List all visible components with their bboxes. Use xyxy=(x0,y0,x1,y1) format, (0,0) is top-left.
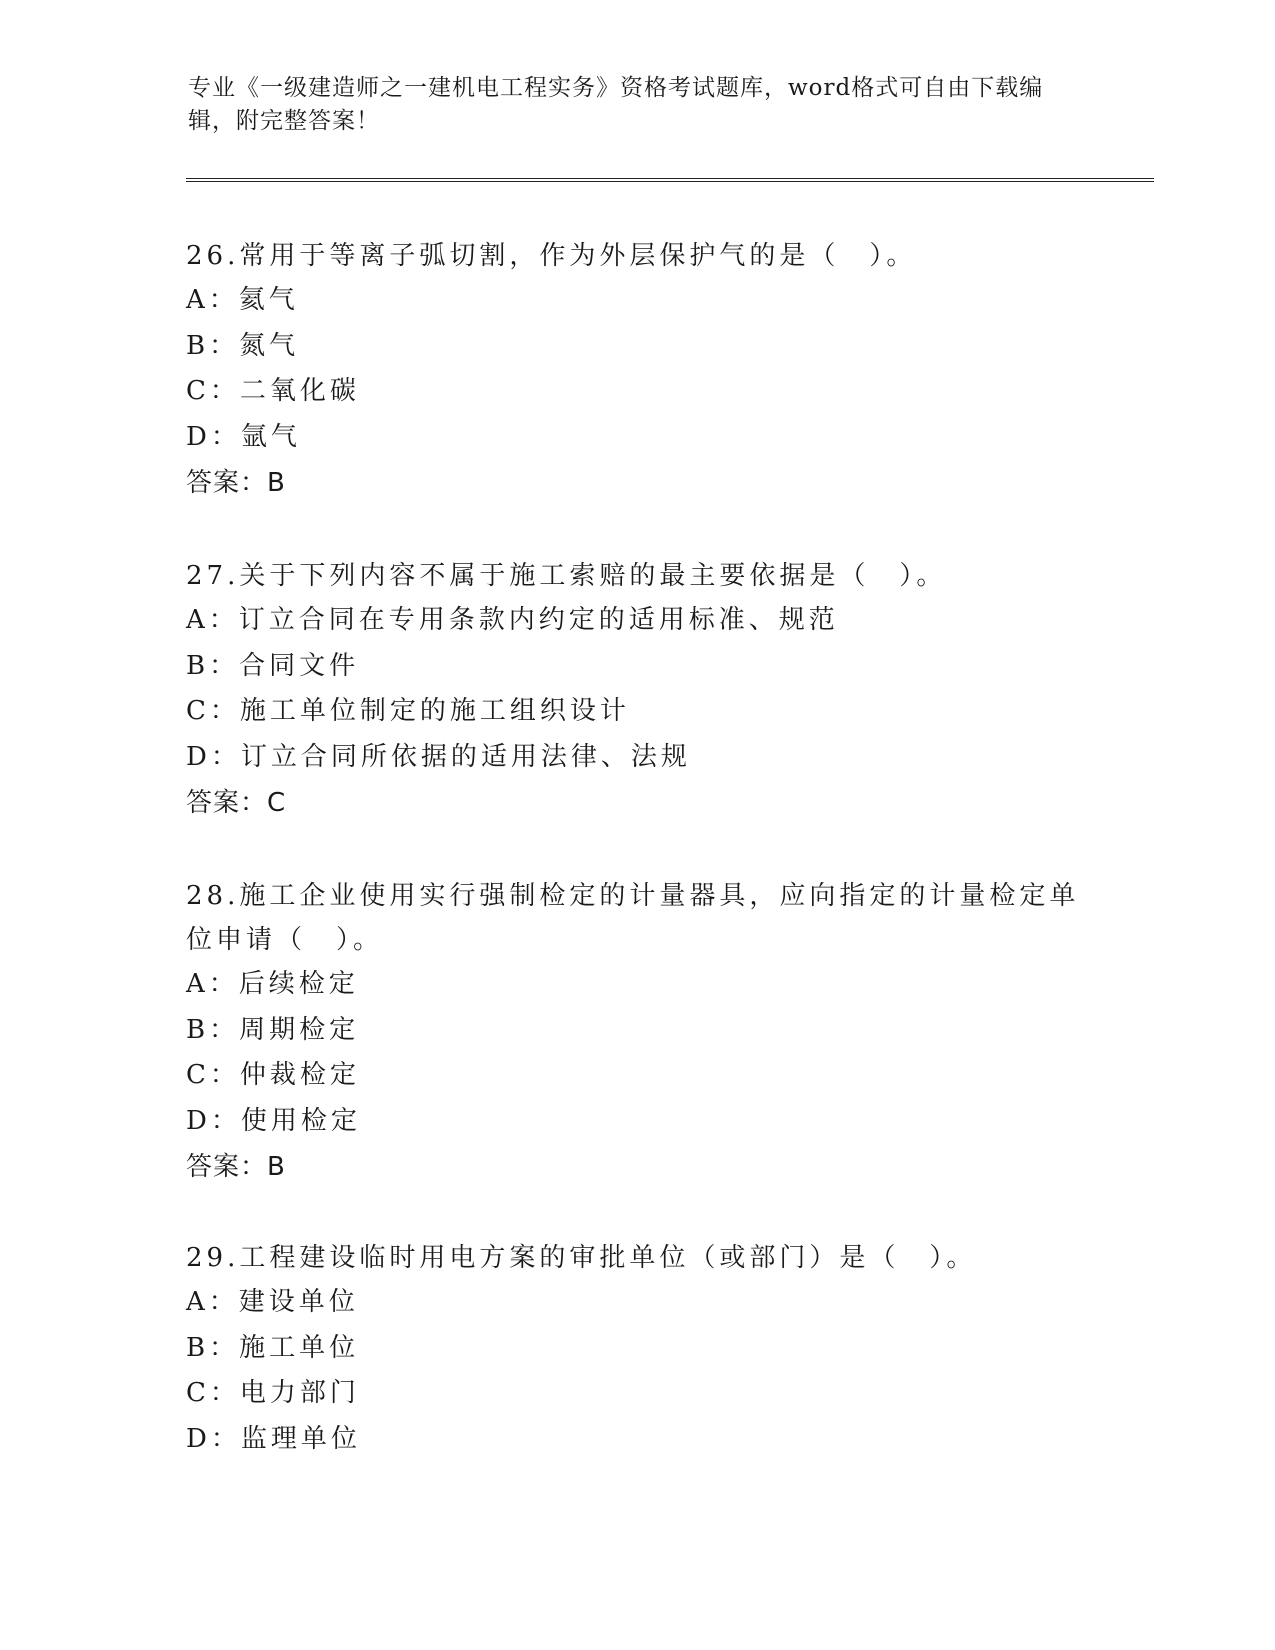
option-d: D：氩气 xyxy=(186,421,301,452)
question-29 xyxy=(186,1236,1086,1462)
option-c: C：仲裁检定 xyxy=(186,1060,360,1090)
option-a: A：氦气 xyxy=(186,285,299,315)
option-d: D：订立合同所依据的适用法律、法规 xyxy=(186,741,691,772)
question-stem: 27.关于下列内容不属于施工索赔的最主要依据是（ ）。 xyxy=(186,561,947,591)
answer: 答案：C xyxy=(186,788,287,818)
option-c: C：二氧化碳 xyxy=(186,376,360,406)
document-header: 专业《一级建造师之一建机电工程实务》资格考试题库，word格式可自由下载编辑，附完整答案！ xyxy=(188,75,1044,134)
option-a: A：后续检定 xyxy=(186,969,359,999)
option-a: A：建设单位 xyxy=(186,1287,359,1317)
question-27 xyxy=(186,554,1086,826)
question-stem: 29.工程建设临时用电方案的审批单位（或部门）是（ ）。 xyxy=(186,1243,977,1273)
option-b: B：合同文件 xyxy=(186,650,360,681)
header-divider xyxy=(186,178,1154,182)
option-d: D：监理单位 xyxy=(186,1423,361,1454)
answer: 答案：B xyxy=(186,468,286,498)
question-stem: 28.施工企业使用实行强制检定的计量器具，应向指定的计量检定单位申请（ ）。 xyxy=(186,881,1080,955)
option-b: B：施工单位 xyxy=(186,1332,360,1363)
answer: 答案：B xyxy=(186,1152,286,1182)
option-a: A：订立合同在专用条款内约定的适用标准、规范 xyxy=(186,605,839,635)
question-stem: 26.常用于等离子弧切割，作为外层保护气的是（ ）。 xyxy=(186,241,917,271)
option-d: D：使用检定 xyxy=(186,1105,361,1136)
option-c: C：电力部门 xyxy=(186,1378,360,1408)
option-c: C：施工单位制定的施工组织设计 xyxy=(186,696,630,726)
option-b: B：氮气 xyxy=(186,330,300,361)
question-26 xyxy=(186,234,1086,506)
option-b: B：周期检定 xyxy=(186,1014,360,1045)
question-28 xyxy=(186,874,1086,1190)
